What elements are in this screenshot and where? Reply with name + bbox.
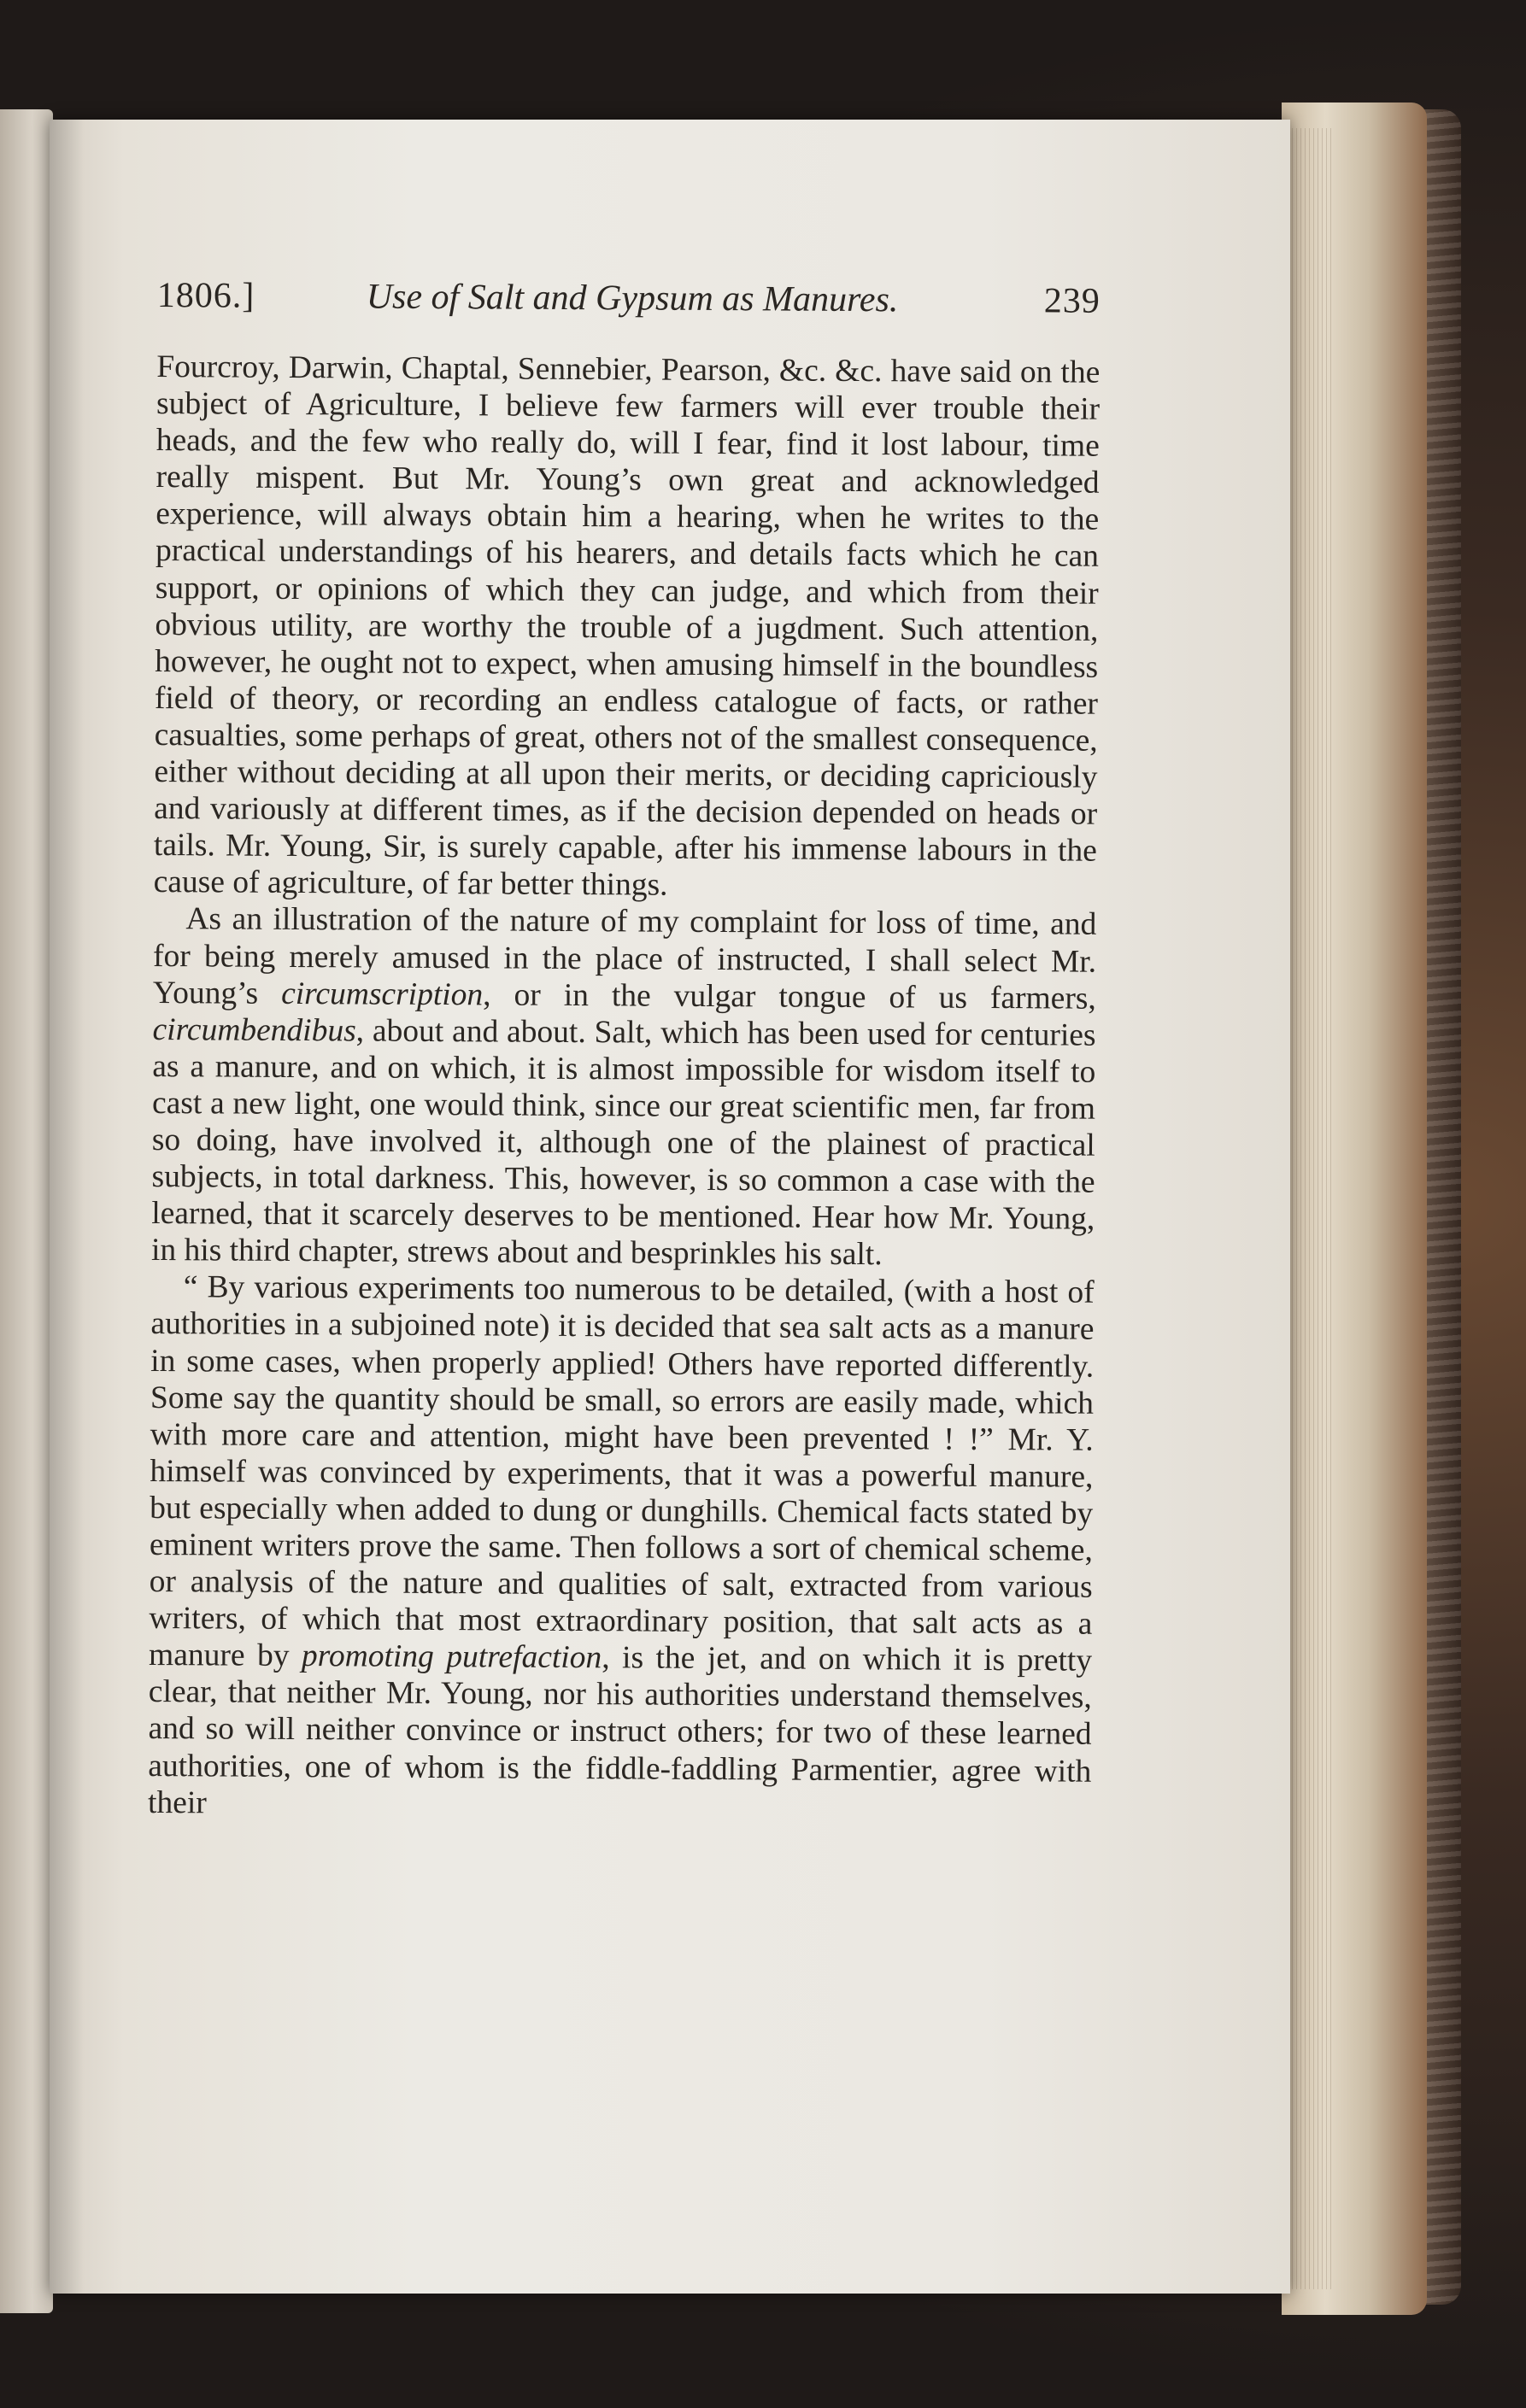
- text-run: , or in the vulgar tongue of us farmers,: [483, 976, 1096, 1017]
- paragraph: [148, 1268, 1095, 1826]
- page-number: 239: [1043, 281, 1100, 321]
- running-head-title: Use of Salt and Gypsum as Manures.: [366, 277, 899, 320]
- text-run: , about and about. Salt, which has been used for centuries as a manure, and on which, it is almost impossible for wisdom itself to cast a new light, one would think, since our great scientific men, far from so doing, have involved it, although one of the plainest of practical subjects, in total darkness. This, however, is so common a case with the learned, that it scarcely deserves to be mentioned. Hear how Mr. Young, in his third chapter, strews about and besprinkles his salt.: [150, 1013, 1096, 1273]
- gutter-shadow: [50, 120, 84, 2294]
- left-page-edge: [0, 109, 53, 2313]
- page-edge-lines: [1292, 128, 1335, 2289]
- text-block: [148, 275, 1100, 1826]
- italic-text: circumscription: [281, 976, 484, 1012]
- italic-text: circumbendibus: [152, 1011, 356, 1049]
- text-run: Fourcroy, Darwin, Chaptal, Sennebier, Pearson, &c. &c. have said on the subject of Agriculture, I believe few farmers will ever trouble their heads, and the few who really do, will I fear, find it lost labour, time really mispent. But Mr. Young’s own great and acknowledged experience, will always obtain him a hearing, when he writes to the practical understandings of his hearers, and details facts which he can support, or opinions of which they can judge, and which from their obvious utility, are worthy the trouble of a jugdment. Such attention, however, he ought not to expect, when amusing himself in the boundless field of theory, or recording an endless catalogue of facts, or rather casualties, some perhaps of great, others not of the smallest consequence, either without deciding at all upon their merits, or deciding capriciously and variously at different times, as if the decision depended on heads or tails. Mr. Young, Sir, is surely capable, after his immense labours in the cause of agriculture, of far better things.: [153, 349, 1100, 903]
- text-run: As an illustration of the nature of my complaint for loss of time, and for being merely amused in the place of instructed, I shall select Mr. Young’s: [152, 901, 1097, 1011]
- text-run: , is the jet, and on which it is pretty clear, that neither Mr. Young, nor his authorities understand themselves, and so will neither convince or instruct others; for two of these learned authorities, one of whom is the fiddle-faddling Parmentier, agree with their: [147, 1640, 1093, 1821]
- paragraph: [151, 900, 1097, 1274]
- italic-text: promoting putrefaction: [301, 1638, 602, 1676]
- running-head-year: 1806.]: [156, 275, 255, 316]
- text-run: “ By various experiments too numerous to be detailed, (with a host of authorities in a subjoined note) it is decided that sea salt acts as a manure in some cases, when properly applied! Others have reported differently. Some say the quantity should be small, so errors are easily made, which with more care and attention, might have been prevented ! !” Mr. Y. himself was convinced by experiments, that it was a powerful manure, but especially when added to dung or dunghills. Chemical facts stated by eminent writers prove the same. Then follows a sort of chemical scheme, or analysis of the nature and qualities of salt, extracted from various writers, of which that most extraordinary position, that salt acts as a manure by: [149, 1269, 1095, 1674]
- body-text: [148, 349, 1100, 1826]
- running-head: [157, 275, 1100, 341]
- paragraph: [154, 349, 1100, 906]
